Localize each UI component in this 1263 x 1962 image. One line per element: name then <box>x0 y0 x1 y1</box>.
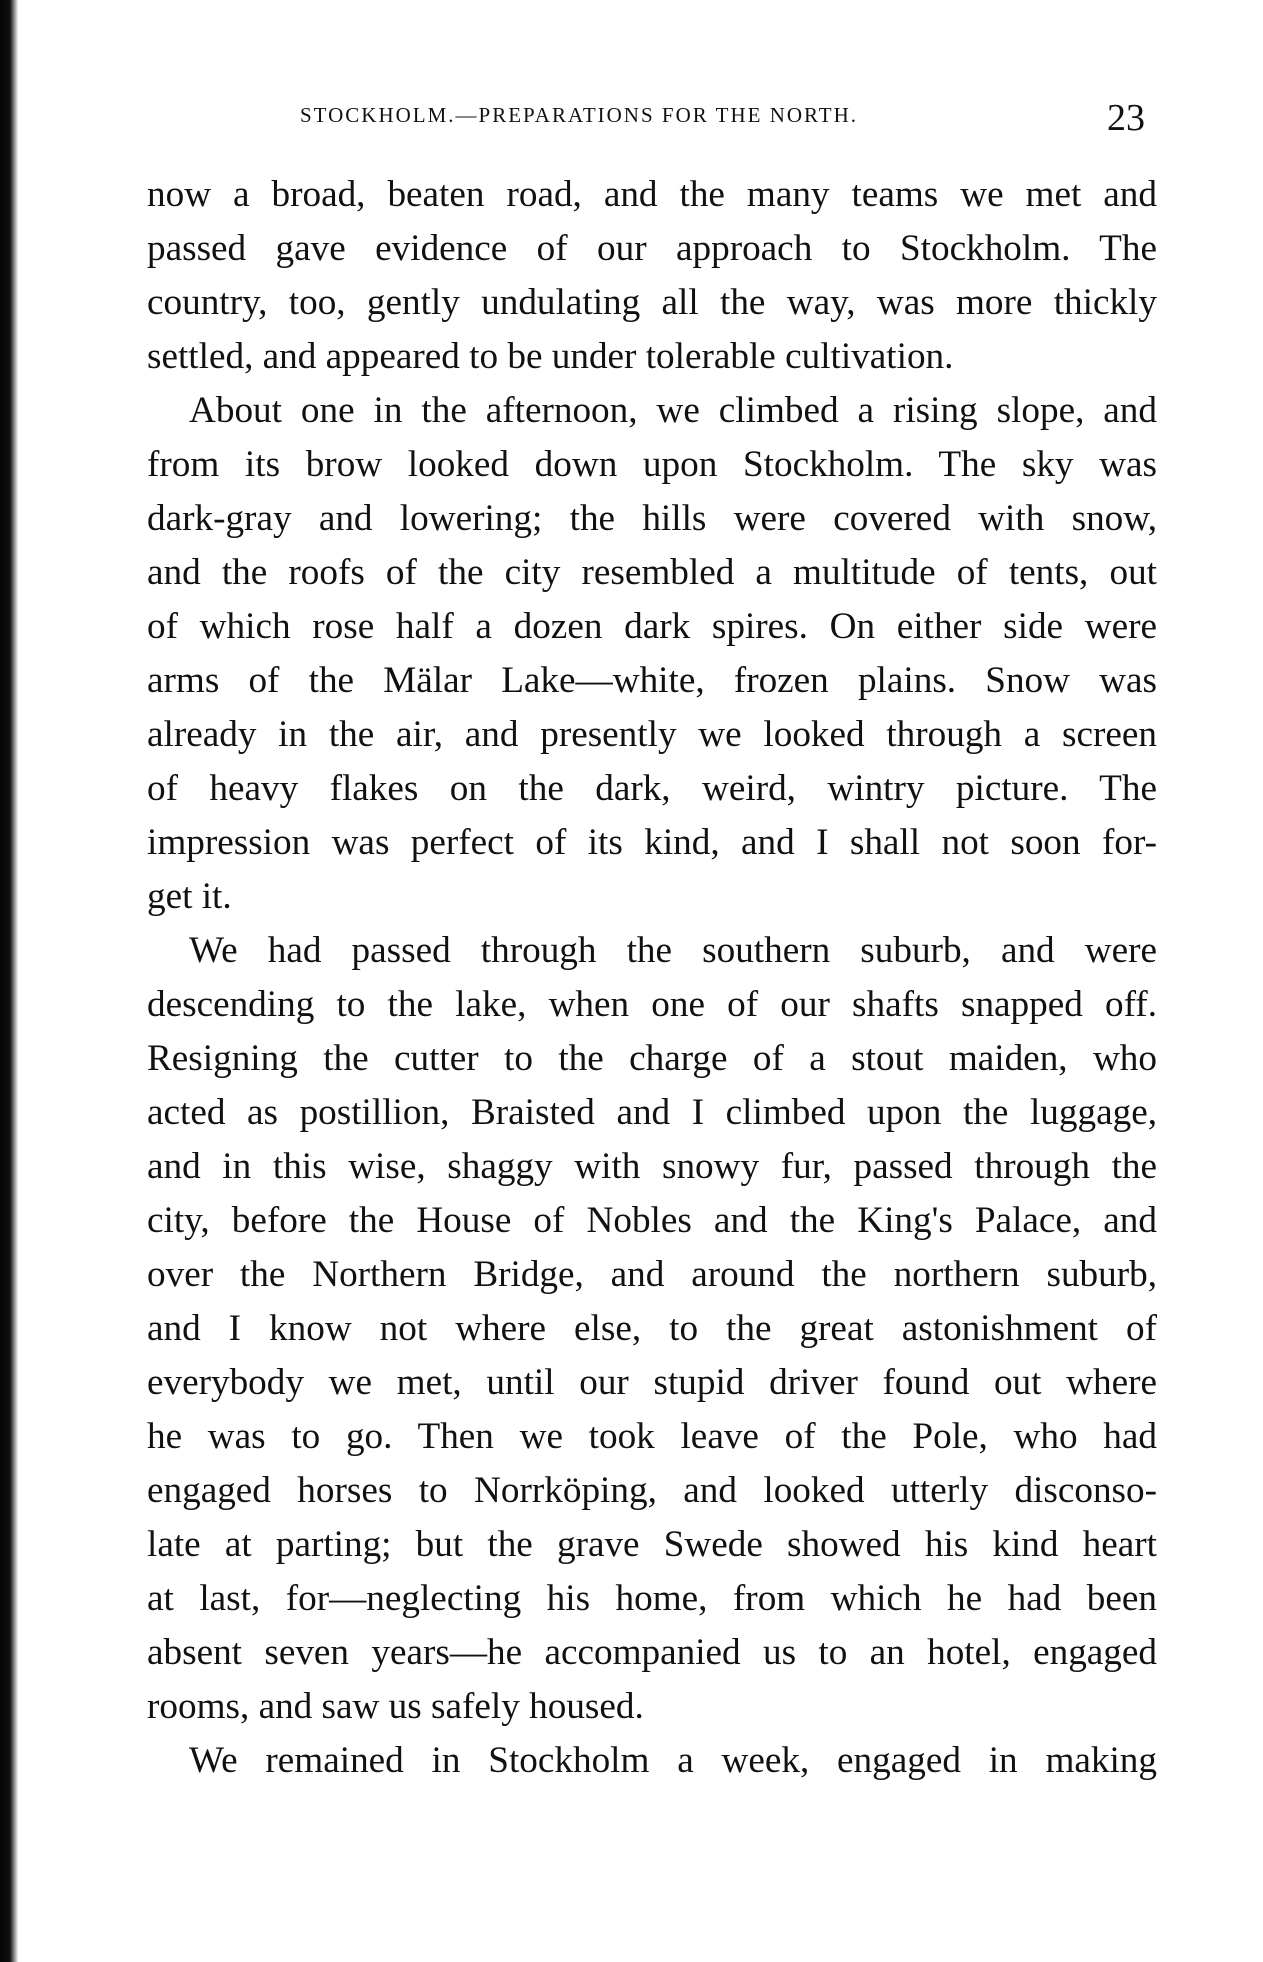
text-line: acted as postillion, Braisted and I climbed upon the luggage, <box>147 1092 1157 1133</box>
text-line: at last, for—neglecting his home, from which he had been <box>147 1578 1157 1619</box>
text-line: rooms, and saw us safely housed. <box>147 1686 644 1727</box>
page-binding-edge <box>0 0 18 1962</box>
text-line: over the Northern Bridge, and around the northern suburb, <box>147 1254 1157 1295</box>
text-line: arms of the Mälar Lake—white, frozen plains. Snow was <box>147 660 1157 701</box>
text-line: now a broad, beaten road, and the many teams we met and <box>147 174 1157 215</box>
text-line: city, before the House of Nobles and the King's Palace, and <box>147 1200 1157 1241</box>
text-line: Resigning the cutter to the charge of a stout maiden, who <box>147 1038 1157 1079</box>
body-text <box>147 168 1157 1788</box>
text-line: We had passed through the southern suburb, and were <box>189 930 1157 971</box>
text-line: About one in the afternoon, we climbed a rising slope, and <box>189 390 1157 431</box>
text-line: and in this wise, shaggy with snowy fur, passed through the <box>147 1146 1157 1187</box>
text-line: already in the air, and presently we looked through a screen <box>147 714 1157 755</box>
text-line: settled, and appeared to be under tolerable cultivation. <box>147 336 954 377</box>
text-line: late at parting; but the grave Swede showed his kind heart <box>147 1524 1157 1565</box>
text-line: get it. <box>147 876 232 917</box>
text-line: from its brow looked down upon Stockholm. The sky was <box>147 444 1157 485</box>
running-title: STOCKHOLM.—PREPARATIONS FOR THE NORTH. <box>300 103 859 127</box>
text-line: absent seven years—he accompanied us to an hotel, engaged <box>147 1632 1157 1673</box>
text-line: and the roofs of the city resembled a multitude of tents, out <box>147 552 1157 593</box>
text-line: everybody we met, until our stupid driver found out where <box>147 1362 1157 1403</box>
text-line: descending to the lake, when one of our shafts snapped off. <box>147 984 1157 1025</box>
text-line: impression was perfect of its kind, and I shall not soon for- <box>147 822 1157 863</box>
text-line: of which rose half a dozen dark spires. On either side were <box>147 606 1157 647</box>
text-line: We remained in Stockholm a week, engaged in making <box>189 1740 1157 1781</box>
text-line: dark-gray and lowering; the hills were covered with snow, <box>147 498 1157 539</box>
text-line: of heavy flakes on the dark, weird, wintry picture. The <box>147 768 1157 809</box>
text-line: engaged horses to Norrköping, and looked utterly disconso- <box>147 1470 1157 1511</box>
text-line: country, too, gently undulating all the way, was more thickly <box>147 282 1157 323</box>
text-line: and I know not where else, to the great astonishment of <box>147 1308 1157 1349</box>
text-line: he was to go. Then we took leave of the Pole, who had <box>147 1416 1157 1457</box>
page-number: 23 <box>1107 97 1145 139</box>
text-line: passed gave evidence of our approach to Stockholm. The <box>147 228 1157 269</box>
